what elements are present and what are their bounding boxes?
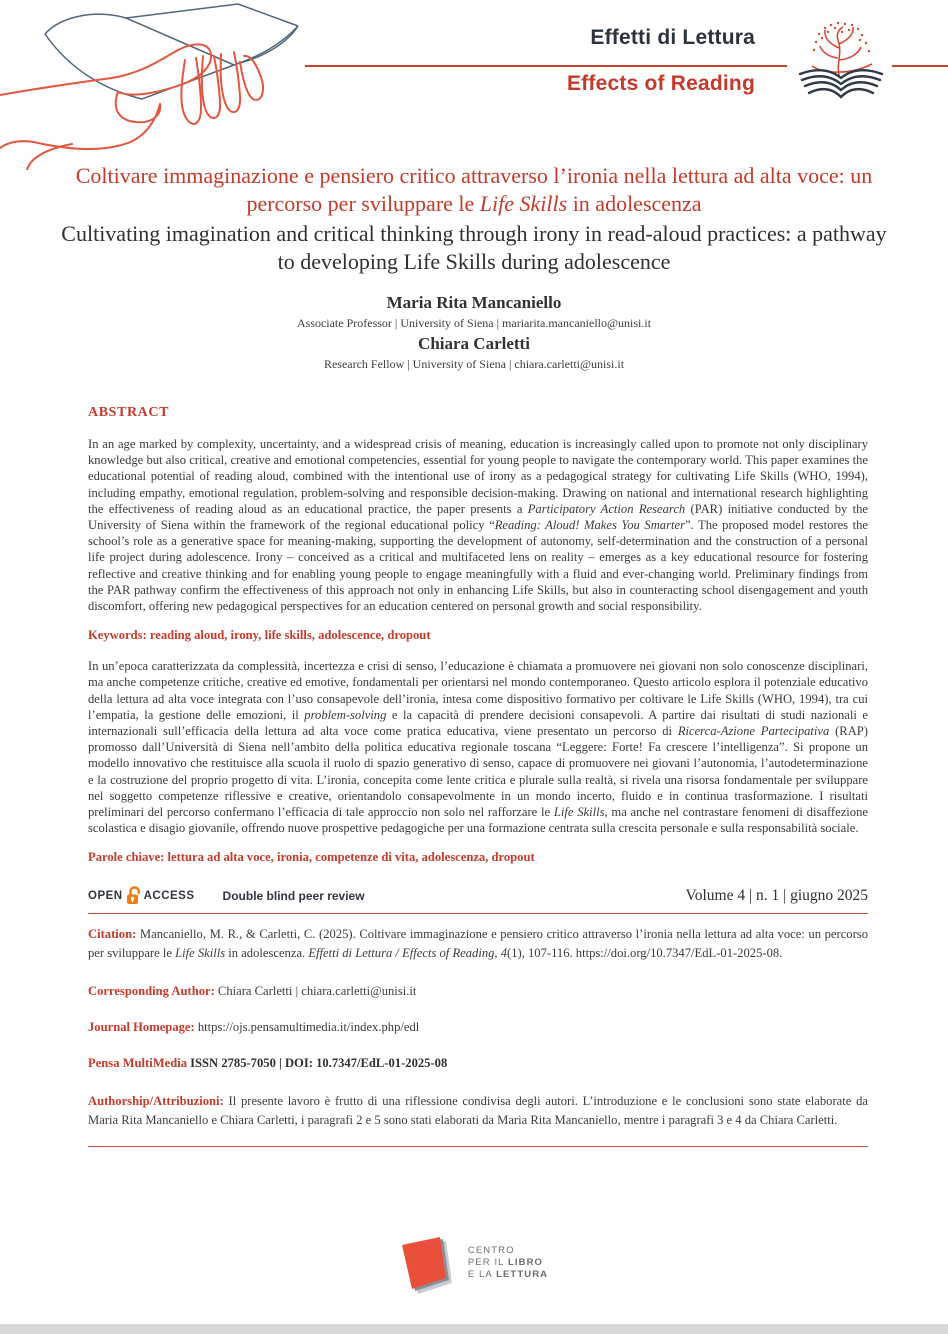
publisher-issn-doi-line bbox=[88, 1056, 868, 1071]
footer-logo-block bbox=[0, 1236, 948, 1294]
authorship-label: Authorship/Attribuzioni: bbox=[88, 1094, 224, 1109]
journal-title-italian: Effetti di Lettura bbox=[590, 26, 755, 49]
authors-block bbox=[0, 292, 948, 374]
open-access-label-open: OPEN bbox=[88, 889, 123, 902]
journal-homepage-line bbox=[88, 1020, 868, 1035]
bottom-divider bbox=[88, 1146, 868, 1147]
author-affiliation: Associate Professor | University of Siena | mariarita.mancaniello@unisi.it bbox=[296, 316, 652, 330]
issn-doi-value: ISSN 2785-7050 | DOI: 10.7347/EdL-01-2025-08 bbox=[187, 1056, 448, 1071]
article-title-english: Cultivating imagination and critical thinking through irony in read-aloud practices: a pathway to developing Life Skills during adolescence bbox=[61, 221, 887, 274]
author-name: Maria Rita Mancaniello bbox=[386, 293, 562, 312]
citation-label: Citation: bbox=[88, 927, 137, 942]
main-column bbox=[88, 405, 868, 1147]
citation-text: Mancaniello, M. R., & Carletti, C. (2025). Coltivare immaginazione e pensiero critico attraverso l’ironia nella lettura ad alta voce: un percorso per sviluppare le Life Skills in adolescenza. Effetti di Lettura / Effects of Reading, 4(1), 107-116. https://doi.org/10.7347/EdL-01-2025-08. bbox=[88, 927, 868, 961]
journal-homepage-label: Journal Homepage: bbox=[88, 1020, 195, 1035]
abstract-italian: In un’epoca caratterizzata da complessità, incertezza e crisi di senso, l’educazione è chiamata a promuovere nei giovani non solo conoscenze disciplinari, ma anche competenze critiche, creative ed emotive, fondamentali per orientarsi nel mondo contemporaneo. Questo articolo esplora il potenziale educativo della lettura ad alta voce integrata con l’uso consapevole dell’ironia, intesa come dispositivo formativo per coltivare le Life Skills (WHO, 1994), tra cui l’empatia, la gestione delle emozioni, il problem-solving e la capacità di prendere decisioni consapevoli. A partire dai risultati di studi nazionali e internazionali sull’efficacia della lettura ad alta voce come pratica educativa, viene presentato un percorso di Ricerca-Azione Partecipativa (RAP) promosso dall’Università di Siena nell’ambito della politica educativa regionale toscana “Leggere: Forte! Fa crescere l’intelligenza”. Si propone un modello innovativo che restituisce alla scuola il ruolo di spazio generativo di senso, capace di promuovere nei giovani l’autonomia, l’autodeterminazione e la costruzione del proprio progetto di vita. L’ironia, concepita come lente critica e plurale sulla realtà, si rivela una risorsa fondamentale per sviluppare nel soggetto competenze riflessive e creative, orientandolo consapevolmente in un mondo incerto, fluido e in continua trasformazione. I risultati preliminari del percorso confermano l’efficacia di tale approccio non solo nel rafforzare le Life Skills, ma anche nel contrastare fenomeni di disaffezione scolastica e disagio giovanile, offrendo nuove prospettive pedagogiche per una formazione centrata sulla crescita personale e sulla responsabilità sociale. bbox=[88, 659, 868, 836]
abstract-english: In an age marked by complexity, uncertainty, and a widespread crisis of meaning, education is increasingly called upon to promote not only disciplinary knowledge but also critical, creative and emotional competencies, essential for young people to navigate the contemporary world. This paper examines the educational potential of reading aloud, combined with the intentional use of irony as a pedagogical strategy for cultivating Life Skills (WHO, 1994), including empathy, emotional regulation, problem-solving and responsible decision-making. Drawing on national and international research highlighting the effectiveness of reading aloud as an educational practice, the paper presents a Participatory Action Research (PAR) initiative conducted by the University of Siena within the framework of the regional educational policy “Reading: Aloud! Makes You Smarter”. The proposed model restores the school’s role as a generative space for meaning-making, supporting the development of autonomy, self-determination and the construction of a personal life project during adolescence. Irony – conceived as a critical and multifaceted lens on reality – emerges as a key educational resource for fostering reflective and creative thinking and for enabling young people to engage meaningfully with a fluid and ever-changing world. Preliminary findings from the PAR pathway confirm the effectiveness of this approach not only in enhancing Life Skills, but also in counteracting school disengagement and youth discomfort, offering new pedagogical perspectives for an education centered on personal growth and social responsibility. bbox=[88, 437, 868, 614]
journal-logo-book-tree-icon bbox=[792, 20, 892, 108]
publisher-label: Pensa MultiMedia bbox=[88, 1056, 187, 1071]
author-name: Chiara Carletti bbox=[418, 334, 530, 353]
corresponding-author-label: Corresponding Author: bbox=[88, 984, 215, 999]
volume-issue-date: Volume 4 | n. 1 | giugno 2025 bbox=[685, 886, 868, 904]
bottom-gray-bar bbox=[0, 1324, 948, 1334]
hand-holding-book-line-art-icon bbox=[0, 0, 330, 170]
authorship-text: Il presente lavoro è frutto di una riflessione condivisa degli autori. L’introduzione e le conclusioni sono state elaborate da Maria Rita Mancaniello e Chiara Carletti, i paragrafi 2 e 5 sono stati elaborati da Maria Rita Mancaniello, mentre i paragrafi 3 e 4 da Chiara Carletti. bbox=[88, 1094, 868, 1128]
journal-homepage-link[interactable]: https://ojs.pensamultimedia.it/index.php/edl bbox=[194, 1020, 420, 1035]
citation-paragraph bbox=[88, 925, 868, 963]
cepell-line-1: CENTRO bbox=[467, 1245, 515, 1256]
open-access-row bbox=[88, 886, 868, 905]
open-lock-icon bbox=[126, 886, 141, 905]
author-affiliation: Research Fellow | University of Siena | chiara.carletti@unisi.it bbox=[323, 357, 625, 371]
open-access-label-access: ACCESS bbox=[143, 889, 195, 902]
cepell-book-logo-icon bbox=[400, 1236, 458, 1294]
abstract-heading: ABSTRACT bbox=[88, 405, 170, 420]
article-title-italian: Coltivare immaginazione e pensiero critico attraverso l’ironia nella lettura ad alta voce: un percorso per sviluppare le Life Skills in adolescenza bbox=[75, 163, 873, 216]
journal-title-block bbox=[567, 26, 755, 96]
peer-review-label: Double blind peer review bbox=[222, 888, 365, 903]
authorship-paragraph bbox=[88, 1092, 868, 1130]
keywords-line: Keywords: reading aloud, irony, life skills, adolescence, dropout bbox=[88, 628, 431, 643]
page-header bbox=[0, 0, 948, 160]
cepell-line-3: E LA LETTURA bbox=[467, 1269, 549, 1280]
corresponding-author-value: Chiara Carletti | chiara.carletti@unisi.it bbox=[214, 984, 417, 999]
journal-title-english: Effects of Reading bbox=[567, 72, 755, 95]
parole-chiave-line: Parole chiave: lettura ad alta voce, ironia, competenze di vita, adolescenza, dropout bbox=[88, 850, 535, 865]
corresponding-author-line bbox=[88, 984, 868, 999]
article-title-block bbox=[60, 162, 888, 276]
section-divider bbox=[88, 913, 868, 914]
header-divider-left bbox=[305, 65, 787, 67]
open-access-badge bbox=[88, 886, 195, 905]
cepell-logo-text bbox=[468, 1245, 548, 1281]
header-divider-right bbox=[892, 65, 948, 67]
cepell-line-2: PER IL LIBRO bbox=[467, 1257, 544, 1268]
